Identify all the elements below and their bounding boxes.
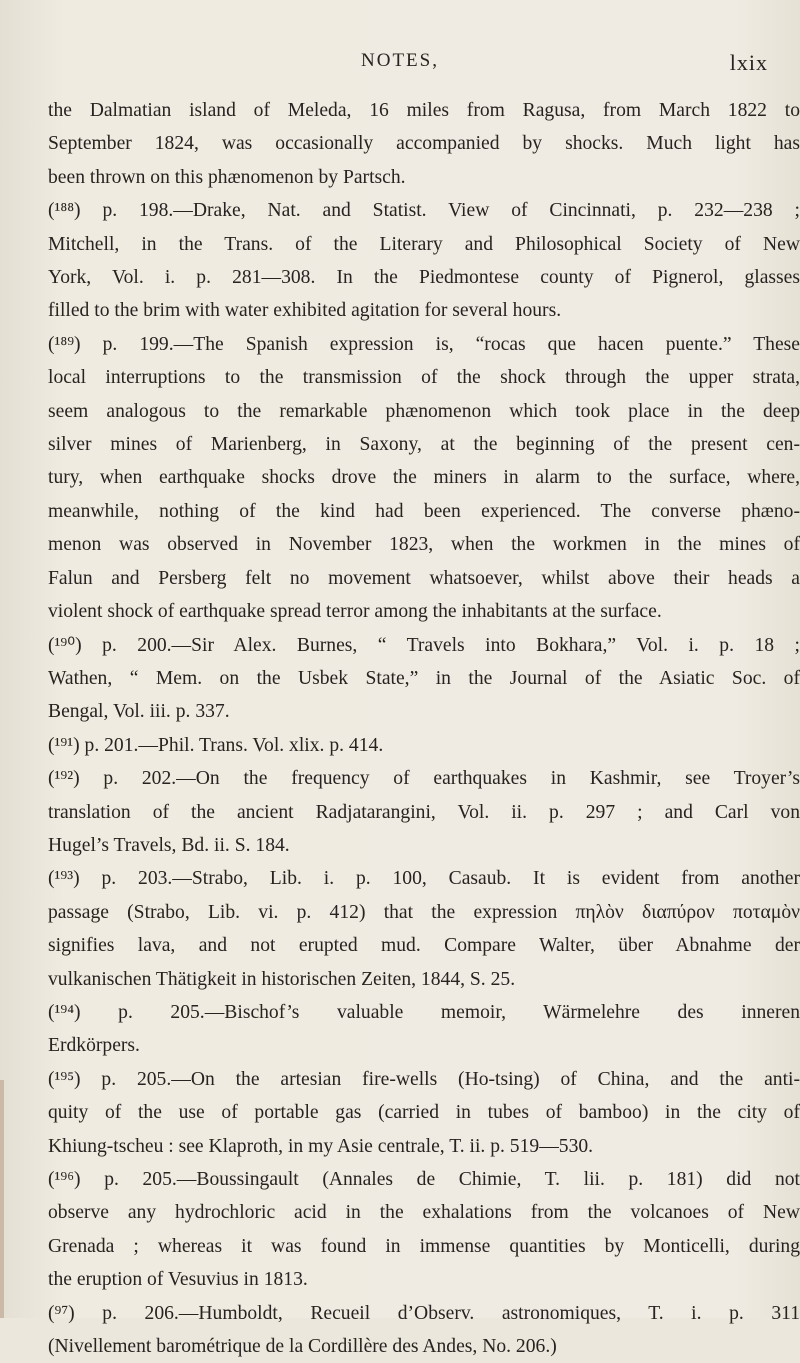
note-paragraph [48,996,800,1063]
text-line: silver mines of Marienberg, in Saxony, at the beginning of the present cen- [48,434,800,456]
text-line: vulkanischen Thätigkeit in historischen Zeiten, 1844, S. 25. [48,968,516,990]
text-line: menon was observed in November 1823, when the workmen in the mines of [48,534,800,556]
text-line: quity of the use of portable gas (carried in tubes of bamboo) in the city of [48,1102,800,1124]
text-line: (¹⁹²) p. 202.—On the frequency of earthquakes in Kashmir, see Troyer’s [48,768,800,790]
note-paragraph [48,762,800,862]
text-line: Wathen, “ Mem. on the Usbek State,” in the Journal of the Asiatic Soc. of [48,667,800,689]
notes-body [48,94,800,1358]
note-paragraph [48,328,800,629]
text-line: York, Vol. i. p. 281—308. In the Piedmontese county of Pignerol, glasses [48,267,800,289]
note-paragraph [48,94,800,194]
text-line: the eruption of Vesuvius in 1813. [48,1269,308,1291]
text-line: September 1824, was occasionally accompanied by shocks. Much light has [48,133,800,155]
note-paragraph [48,629,800,729]
text-line: meanwhile, nothing of the kind had been experienced. The converse phæno- [48,500,800,522]
text-line: Grenada ; whereas it was found in immense quantities by Monticelli, during [48,1235,800,1257]
text-line: violent shock of earthquake spread terror among the inhabitants at the surface. [48,601,662,623]
text-line: Bengal, Vol. iii. p. 337. [48,701,230,723]
text-line: (¹⁸⁸) p. 198.—Drake, Nat. and Statist. View of Cincinnati, p. 232—238 ; [48,200,800,222]
page-number: lxix [729,50,768,75]
text-line: (Nivellement barométrique de la Cordillère des Andes, No. 206.) [48,1336,557,1358]
text-line: (⁹⁷) p. 206.—Humboldt, Recueil d’Observ. astronomiques, T. i. p. 311 [48,1302,800,1324]
text-line: (¹⁹⁰) p. 200.—Sir Alex. Burnes, “ Travels into Bokhara,” Vol. i. p. 18 ; [48,634,800,656]
text-line: Hugel’s Travels, Bd. ii. S. 184. [48,834,290,856]
text-line: passage (Strabo, Lib. vi. p. 412) that the expression πηλὸν διαπύρον ποταμὸν [48,901,800,923]
text-line: filled to the brim with water exhibited agitation for several hours. [48,300,562,322]
note-paragraph [48,1163,800,1297]
text-line: Erdkörpers. [48,1035,140,1057]
text-line: tury, when earthquake shocks drove the miners in alarm to the surface, where, [48,467,800,489]
text-line: (¹⁹³) p. 203.—Strabo, Lib. i. p. 100, Casaub. It is evident from another [48,868,800,890]
page-edge-shadow [0,1080,4,1318]
text-line: Falun and Persberg felt no movement whatsoever, whilst above their heads a [48,567,800,589]
text-line: (¹⁹⁴) p. 205.—Bischof’s valuable memoir, Wärmelehre des inneren [48,1001,800,1023]
text-line: the Dalmatian island of Meleda, 16 miles from Ragusa, from March 1822 to [48,100,800,121]
note-paragraph [48,1063,800,1163]
text-line: (¹⁹⁵) p. 205.—On the artesian fire-wells (Ho-tsing) of China, and the anti- [48,1068,800,1090]
text-line: local interruptions to the transmission of the shock through the upper strata, [48,367,800,389]
text-line: (¹⁹⁶) p. 205.—Boussingault (Annales de Chimie, T. lii. p. 181) did not [48,1169,800,1190]
running-head: NOTES, [361,50,439,71]
text-line: Khiung-tscheu : see Klaproth, in my Asie centrale, T. ii. p. 519—530. [48,1135,594,1157]
text-line: been thrown on this phænomenon by Partsch. [48,166,406,188]
note-paragraph [48,729,800,762]
text-line: (¹⁸⁹) p. 199.—The Spanish expression is, “rocas que hacen puente.” These [48,333,800,355]
text-line: signifies lava, and not erupted mud. Compare Walter, über Abnahme der [48,935,800,957]
text-line: translation of the ancient Radjatarangini, Vol. ii. p. 297 ; and Carl von [48,801,800,823]
note-paragraph [48,862,800,996]
page-header [0,50,800,86]
note-paragraph [48,1297,800,1363]
note-paragraph [48,194,800,328]
text-line: Mitchell, in the Trans. of the Literary and Philosophical Society of New [48,233,800,255]
text-line: (¹⁹¹) p. 201.—Phil. Trans. Vol. xlix. p. 414. [48,734,384,756]
text-line: seem analogous to the remarkable phænomenon which took place in the deep [48,400,800,422]
text-line: observe any hydrochloric acid in the exhalations from the volcanoes of New [48,1202,800,1224]
